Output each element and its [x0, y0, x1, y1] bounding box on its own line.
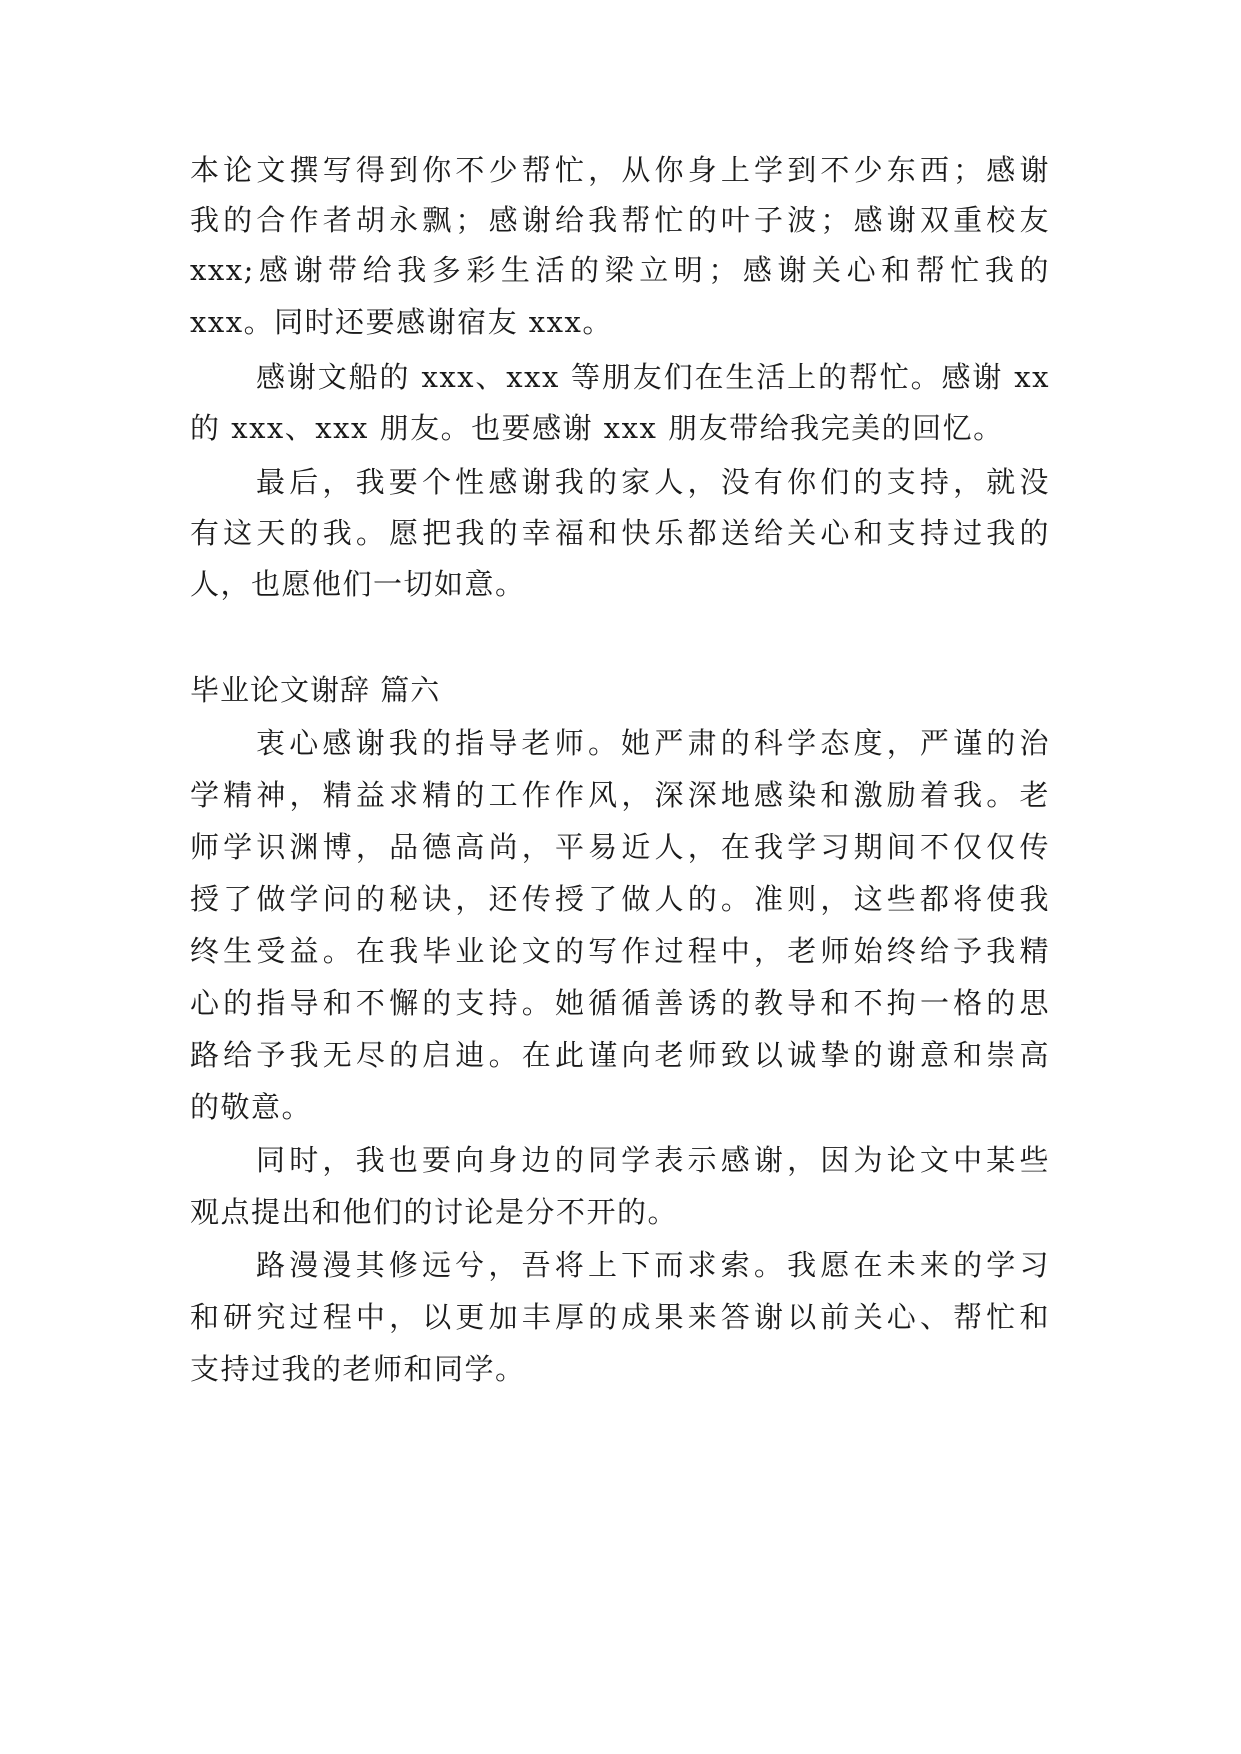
section-paragraph-3-line-1: 路漫漫其修远兮，吾将上下而求索。我愿在未来的学习 — [256, 1248, 1050, 1282]
paragraph-1-line-1: 本论文撰写得到你不少帮忙，从你身上学到不少东西；感谢 — [190, 153, 1050, 187]
paragraph-2-line-2: 的 xxx、xxx 朋友。也要感谢 xxx 朋友带给我完美的回忆。 — [190, 411, 1004, 445]
section-paragraph-1-line-1: 衷心感谢我的指导老师。她严肃的科学态度，严谨的治 — [256, 726, 1050, 760]
section-paragraph-3-line-2: 和研究过程中，以更加丰厚的成果来答谢以前关心、帮忙和 — [190, 1300, 1050, 1334]
paragraph-3-line-3: 人，也愿他们一切如意。 — [190, 567, 526, 601]
paragraph-3-line-1: 最后，我要个性感谢我的家人，没有你们的支持，就没 — [256, 465, 1050, 499]
paragraph-1-line-2: 我的合作者胡永飘；感谢给我帮忙的叶子波；感谢双重校友 — [190, 203, 1050, 237]
section-paragraph-2-line-1: 同时，我也要向身边的同学表示感谢，因为论文中某些 — [256, 1143, 1050, 1177]
section-paragraph-1-line-4: 授了做学问的秘诀，还传授了做人的。准则，这些都将使我 — [190, 882, 1050, 916]
section-paragraph-1-line-8: 的敬意。 — [190, 1090, 313, 1124]
section-paragraph-1-line-5: 终生受益。在我毕业论文的写作过程中，老师始终给予我精 — [190, 934, 1050, 968]
section-paragraph-1-line-7: 路给予我无尽的启迪。在此谨向老师致以诚挚的谢意和崇高 — [190, 1038, 1050, 1072]
section-paragraph-2-line-2: 观点提出和他们的讨论是分不开的。 — [190, 1195, 679, 1229]
section-paragraph-1-line-6: 心的指导和不懈的支持。她循循善诱的教导和不拘一格的思 — [190, 986, 1050, 1020]
section-paragraph-3-line-3: 支持过我的老师和同学。 — [190, 1352, 526, 1386]
paragraph-2-line-1: 感谢文船的 xxx、xxx 等朋友们在生活上的帮忙。感谢 xx — [256, 360, 1050, 394]
paragraph-1-line-4: xxx。同时还要感谢宿友 xxx。 — [190, 305, 613, 339]
paragraph-3-line-2: 有这天的我。愿把我的幸福和快乐都送给关心和支持过我的 — [190, 516, 1050, 550]
paragraph-1-line-3: xxx;感谢带给我多彩生活的梁立明；感谢关心和帮忙我的 — [190, 253, 1050, 287]
section-paragraph-1-line-3: 师学识渊博，品德高尚，平易近人，在我学习期间不仅仅传 — [190, 830, 1050, 864]
section-heading: 毕业论文谢辞 篇六 — [190, 673, 441, 707]
section-paragraph-1-line-2: 学精神，精益求精的工作作风，深深地感染和激励着我。老 — [190, 778, 1050, 812]
